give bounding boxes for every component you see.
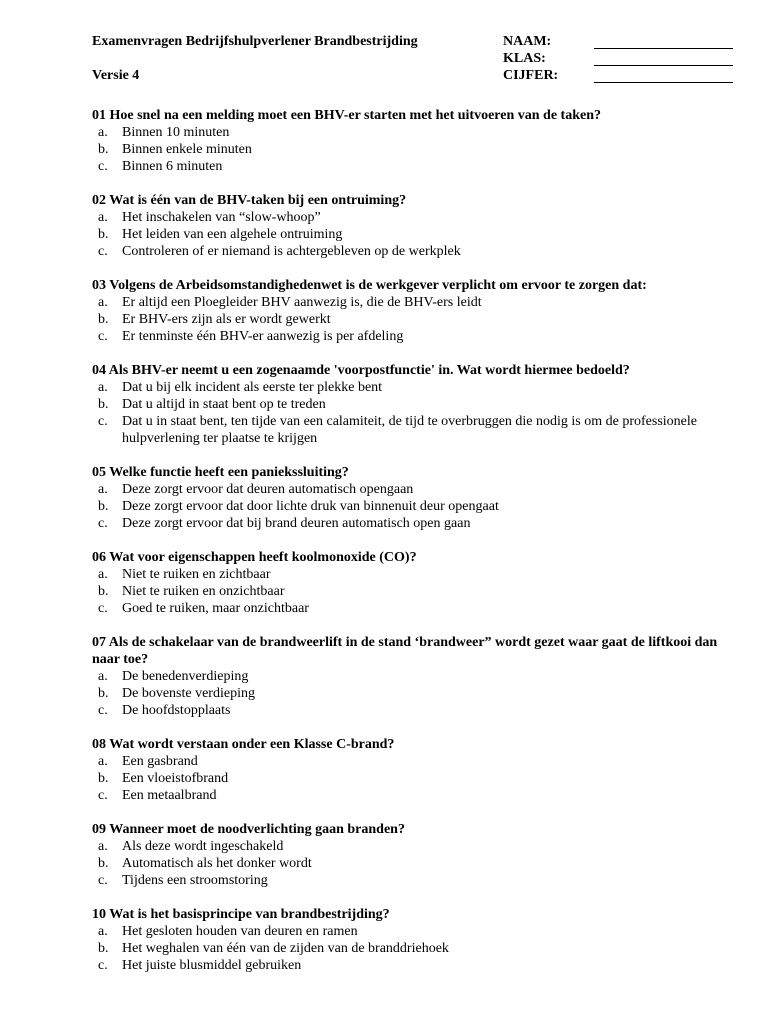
option-letter: c. <box>98 958 108 973</box>
answer-option <box>92 770 732 787</box>
option-letter: c. <box>98 414 108 429</box>
answer-option <box>92 413 732 447</box>
answer-option <box>92 753 732 770</box>
option-letter: b. <box>98 686 109 701</box>
option-letter: b. <box>98 584 109 599</box>
option-letter: c. <box>98 244 108 259</box>
option-letter: c. <box>98 516 108 531</box>
option-text: Niet te ruiken en zichtbaar <box>122 567 271 582</box>
answer-option <box>92 226 732 243</box>
answer-option <box>92 600 732 617</box>
answer-options <box>92 379 732 447</box>
answer-option <box>92 940 732 957</box>
question-list <box>92 107 732 991</box>
question-text: 03 Volgens de Arbeidsomstandighedenwet is de werkgever verplicht om ervoor te zorgen dat: <box>92 278 647 293</box>
option-text: Binnen 6 minuten <box>122 159 223 174</box>
answer-options <box>92 124 732 175</box>
question-text: 02 Wat is één van de BHV-taken bij een ontruiming? <box>92 193 407 208</box>
option-text: Er altijd een Ploegleider BHV aanwezig is, die de BHV-ers leidt <box>122 295 482 310</box>
question-06 <box>92 549 732 617</box>
option-text: Als deze wordt ingeschakeld <box>122 839 284 854</box>
option-letter: a. <box>98 125 108 140</box>
name-field <box>503 34 733 52</box>
answer-option <box>92 311 732 328</box>
question-text: 10 Wat is het basisprincipe van brandbestrijding? <box>92 907 390 922</box>
question-01 <box>92 107 732 175</box>
answer-option <box>92 209 732 226</box>
option-text: Niet te ruiken en onzichtbaar <box>122 584 285 599</box>
answer-option <box>92 923 732 940</box>
option-text: Het juiste blusmiddel gebruiken <box>122 958 302 973</box>
option-text: Het weghalen van één van de zijden van de branddriehoek <box>122 941 449 956</box>
option-text: Er BHV-ers zijn als er wordt gewerkt <box>122 312 331 327</box>
option-letter: b. <box>98 941 109 956</box>
answer-option <box>92 838 732 855</box>
option-text: De bovenste verdieping <box>122 686 255 701</box>
option-text: Binnen 10 minuten <box>122 125 230 140</box>
answer-option <box>92 396 732 413</box>
option-text: Het leiden van een algehele ontruiming <box>122 227 343 242</box>
class-answer-line <box>594 65 733 66</box>
answer-option <box>92 957 732 974</box>
answer-option <box>92 702 732 719</box>
answer-option <box>92 787 732 804</box>
answer-option <box>92 124 732 141</box>
answer-option <box>92 158 732 175</box>
option-letter: c. <box>98 788 108 803</box>
question-text: 09 Wanneer moet de noodverlichting gaan branden? <box>92 822 405 837</box>
answer-option <box>92 328 732 345</box>
question-text: 07 Als de schakelaar van de brandweerlift in de stand ‘brandweer” wordt gezet waar gaat de liftkooi dan naar toe? <box>92 635 718 667</box>
class-field <box>503 51 733 69</box>
option-text: Goed te ruiken, maar onzichtbaar <box>122 601 309 616</box>
option-letter: b. <box>98 499 109 514</box>
grade-answer-line <box>594 82 733 83</box>
answer-option <box>92 141 732 158</box>
option-text: Het inschakelen van “slow-whoop” <box>122 210 321 225</box>
answer-options <box>92 923 732 974</box>
option-text: De benedenverdieping <box>122 669 249 684</box>
answer-options <box>92 209 732 260</box>
option-text: Dat u bij elk incident als eerste ter plekke bent <box>122 380 383 395</box>
answer-options <box>92 668 732 719</box>
answer-option <box>92 515 732 532</box>
option-letter: a. <box>98 380 108 395</box>
document-version: Versie 4 <box>92 68 140 83</box>
option-letter: a. <box>98 924 108 939</box>
option-letter: c. <box>98 873 108 888</box>
question-09 <box>92 821 732 889</box>
answer-option <box>92 855 732 872</box>
option-letter: b. <box>98 856 109 871</box>
option-text: Een metaalbrand <box>122 788 217 803</box>
answer-option <box>92 566 732 583</box>
question-text: 04 Als BHV-er neemt u een zogenaamde 'voorpostfunctie' in. Wat wordt hiermee bedoeld? <box>92 363 630 378</box>
option-letter: a. <box>98 669 108 684</box>
answer-option <box>92 685 732 702</box>
option-letter: b. <box>98 397 109 412</box>
option-letter: c. <box>98 703 108 718</box>
option-text: Binnen enkele minuten <box>122 142 252 157</box>
question-text: 05 Welke functie heeft een paniekssluiting? <box>92 465 349 480</box>
answer-option <box>92 668 732 685</box>
option-letter: a. <box>98 210 108 225</box>
answer-option <box>92 294 732 311</box>
option-letter: a. <box>98 754 108 769</box>
option-letter: b. <box>98 312 109 327</box>
option-text: Automatisch als het donker wordt <box>122 856 312 871</box>
option-text: De hoofdstopplaats <box>122 703 231 718</box>
option-letter: c. <box>98 601 108 616</box>
question-10 <box>92 906 732 974</box>
option-text: Het gesloten houden van deuren en ramen <box>122 924 358 939</box>
document-title: Examenvragen Bedrijfshulpverlener Brandbestrijding <box>92 34 418 49</box>
answer-option <box>92 481 732 498</box>
answer-options <box>92 294 732 345</box>
question-03 <box>92 277 732 345</box>
option-text: Tijdens een stroomstoring <box>122 873 268 888</box>
name-answer-line <box>594 48 733 49</box>
question-02 <box>92 192 732 260</box>
question-04 <box>92 362 732 447</box>
option-text: Dat u altijd in staat bent op te treden <box>122 397 326 412</box>
class-label: KLAS: <box>503 51 546 66</box>
option-letter: a. <box>98 295 108 310</box>
option-letter: a. <box>98 482 108 497</box>
question-text: 01 Hoe snel na een melding moet een BHV-er starten met het uitvoeren van de taken? <box>92 108 601 123</box>
answer-option <box>92 379 732 396</box>
option-text: Controleren of er niemand is achtergebleven op de werkplek <box>122 244 461 259</box>
grade-field <box>503 68 733 86</box>
option-letter: b. <box>98 142 109 157</box>
option-letter: c. <box>98 159 108 174</box>
option-text: Een vloeistofbrand <box>122 771 229 786</box>
option-text: Deze zorgt ervoor dat door lichte druk van binnenuit deur opengaat <box>122 499 499 514</box>
option-letter: a. <box>98 567 108 582</box>
question-08 <box>92 736 732 804</box>
option-letter: b. <box>98 771 109 786</box>
answer-options <box>92 481 732 532</box>
answer-options <box>92 566 732 617</box>
answer-option <box>92 498 732 515</box>
exam-header <box>92 34 732 90</box>
question-07 <box>92 634 732 719</box>
answer-option <box>92 583 732 600</box>
option-text: Een gasbrand <box>122 754 198 769</box>
answer-options <box>92 838 732 889</box>
option-text: Deze zorgt ervoor dat bij brand deuren automatisch open gaan <box>122 516 471 531</box>
option-text: Er tenminste één BHV-er aanwezig is per afdeling <box>122 329 404 344</box>
question-05 <box>92 464 732 532</box>
name-label: NAAM: <box>503 34 552 49</box>
question-text: 06 Wat voor eigenschappen heeft koolmonoxide (CO)? <box>92 550 417 565</box>
answer-option <box>92 872 732 889</box>
grade-label: CIJFER: <box>503 68 559 83</box>
option-text: Deze zorgt ervoor dat deuren automatisch opengaan <box>122 482 414 497</box>
option-text: Dat u in staat bent, ten tijde van een calamiteit, de tijd te overbruggen die nodig is om de professionele hulpverlening ter plaatse te krijgen <box>122 414 697 446</box>
question-text: 08 Wat wordt verstaan onder een Klasse C-brand? <box>92 737 395 752</box>
option-letter: b. <box>98 227 109 242</box>
option-letter: a. <box>98 839 108 854</box>
option-letter: c. <box>98 329 108 344</box>
answer-options <box>92 753 732 804</box>
answer-option <box>92 243 732 260</box>
